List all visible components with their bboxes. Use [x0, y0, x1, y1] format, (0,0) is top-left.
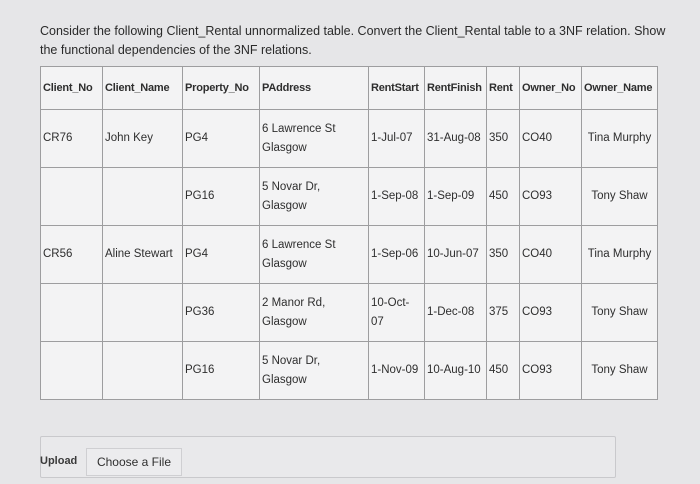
- question-text: Consider the following Client_Rental unnormalized table. Convert the Client_Rental table to a 3NF relation. Show the functional dependencies of the 3NF relations.: [40, 24, 666, 57]
- cell-rent-start: 1-Nov-09: [369, 342, 425, 400]
- cell-owner-no: CO40: [520, 110, 582, 168]
- cell-client-no: CR76: [41, 110, 103, 168]
- cell-property-no: PG16: [183, 342, 260, 400]
- cell-rent: 450: [487, 168, 520, 226]
- table-row: [41, 168, 658, 226]
- cell-client-name: [103, 168, 183, 226]
- table-row: [41, 342, 658, 400]
- cell-owner-no: CO93: [520, 168, 582, 226]
- cell-client-name: [103, 342, 183, 400]
- header-owner-name: Owner_Name: [582, 67, 658, 110]
- cell-owner-name: Tina Murphy: [582, 226, 658, 284]
- cell-paddress: 6 Lawrence St Glasgow: [260, 226, 369, 284]
- cell-rent: 375: [487, 284, 520, 342]
- cell-owner-name: Tony Shaw: [582, 168, 658, 226]
- cell-paddress: 5 Novar Dr, Glasgow: [260, 168, 369, 226]
- header-owner-no: Owner_No: [520, 67, 582, 110]
- cell-paddress: 6 Lawrence St Glasgow: [260, 110, 369, 168]
- header-rent: Rent: [487, 67, 520, 110]
- header-client-name: Client_Name: [103, 67, 183, 110]
- cell-rent-start: 1-Sep-06: [369, 226, 425, 284]
- cell-rent-start: 10-Oct-07: [369, 284, 425, 342]
- cell-client-name: John Key: [103, 110, 183, 168]
- choose-file-button[interactable]: Choose a File: [86, 448, 182, 476]
- cell-property-no: PG16: [183, 168, 260, 226]
- cell-property-no: PG4: [183, 110, 260, 168]
- cell-rent: 450: [487, 342, 520, 400]
- header-rent-start: RentStart: [369, 67, 425, 110]
- upload-label: Upload: [40, 455, 78, 467]
- cell-client-no: [41, 168, 103, 226]
- cell-client-no: [41, 342, 103, 400]
- cell-client-no: CR56: [41, 226, 103, 284]
- header-rent-finish: RentFinish: [425, 67, 487, 110]
- cell-rent-finish: 10-Aug-10: [425, 342, 487, 400]
- cell-property-no: PG36: [183, 284, 260, 342]
- cell-rent-start: 1-Sep-08: [369, 168, 425, 226]
- cell-paddress: 5 Novar Dr, Glasgow: [260, 342, 369, 400]
- cell-owner-no: CO40: [520, 226, 582, 284]
- cell-rent-finish: 10-Jun-07: [425, 226, 487, 284]
- client-rental-table: [40, 66, 658, 400]
- cell-rent: 350: [487, 226, 520, 284]
- table-header-row: [41, 67, 658, 110]
- cell-rent-finish: 1-Dec-08: [425, 284, 487, 342]
- cell-owner-name: Tina Murphy: [582, 110, 658, 168]
- header-paddress: PAddress: [260, 67, 369, 110]
- cell-rent: 350: [487, 110, 520, 168]
- header-property-no: Property_No: [183, 67, 260, 110]
- cell-client-name: Aline Stewart: [103, 226, 183, 284]
- cell-owner-no: CO93: [520, 342, 582, 400]
- table-row: [41, 284, 658, 342]
- cell-client-name: [103, 284, 183, 342]
- header-client-no: Client_No: [41, 67, 103, 110]
- table-row: [41, 110, 658, 168]
- cell-rent-finish: 31-Aug-08: [425, 110, 487, 168]
- cell-paddress: 2 Manor Rd, Glasgow: [260, 284, 369, 342]
- cell-property-no: PG4: [183, 226, 260, 284]
- cell-owner-name: Tony Shaw: [582, 284, 658, 342]
- cell-rent-finish: 1-Sep-09: [425, 168, 487, 226]
- cell-owner-name: Tony Shaw: [582, 342, 658, 400]
- cell-client-no: [41, 284, 103, 342]
- table-row: [41, 226, 658, 284]
- cell-owner-no: CO93: [520, 284, 582, 342]
- cell-rent-start: 1-Jul-07: [369, 110, 425, 168]
